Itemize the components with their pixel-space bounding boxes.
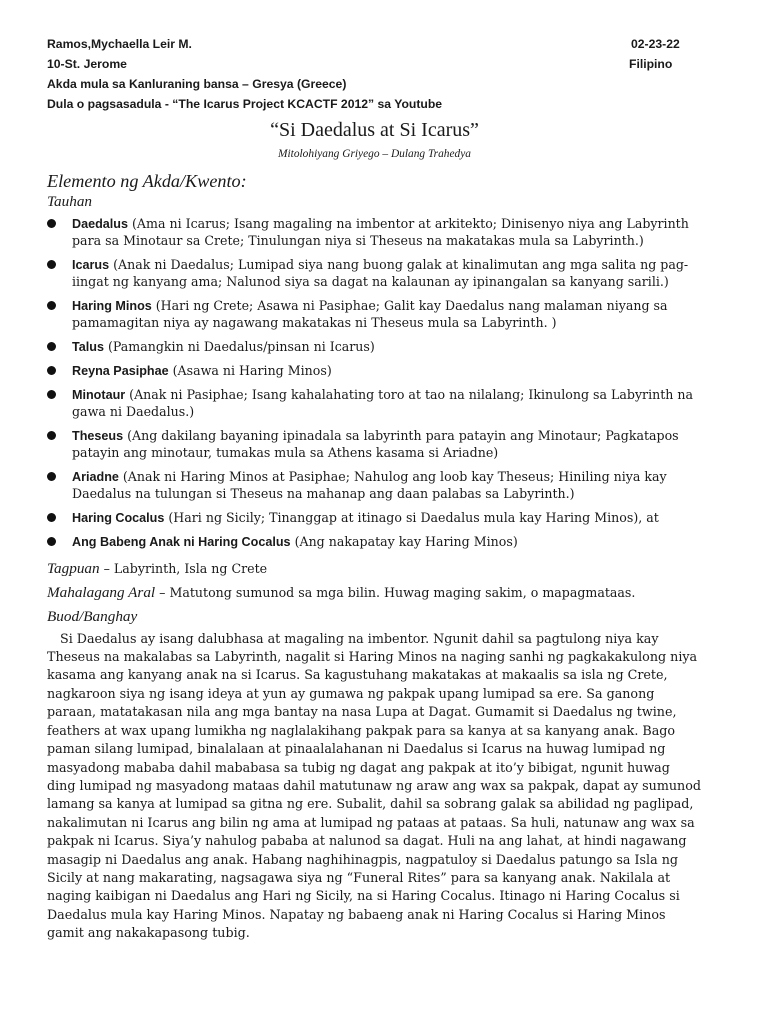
- list-item: [47, 298, 702, 332]
- bullet-icon: [47, 366, 56, 375]
- character-description: (Ang nakapatay kay Haring Minos): [290, 534, 518, 550]
- bullet-icon: [47, 472, 56, 481]
- document-subtitle: Mitolohiyang Griyego – Dulang Trahedya: [278, 148, 471, 160]
- student-section: 10-St. Jerome: [47, 57, 127, 71]
- tagpuan-value: – Labyrinth, Isla ng Crete: [99, 560, 268, 576]
- character-description: (Hari ng Crete; Asawa ni Pasiphae; Galit kay Daedalus nang malaman niyang sa pamamagitan niya ay nagawang makatakas ni Theseus mula sa Labyrinth. ): [72, 297, 668, 330]
- bullet-icon: [47, 260, 56, 269]
- list-item: [47, 534, 702, 551]
- character-description: (Anak ni Haring Minos at Pasiphae; Nahulog ang loob kay Theseus; Hiniling niya kay Daedalus na tulungan si Theseus na mahanap ang daan palabas sa Labyrinth.): [72, 469, 667, 502]
- tagpuan-label: Tagpuan: [47, 559, 100, 577]
- character-name: Daedalus: [72, 217, 128, 231]
- bullet-icon: [47, 219, 56, 228]
- character-name: Haring Cocalus: [72, 511, 165, 526]
- bullet-icon: [47, 431, 56, 440]
- list-item: [47, 339, 702, 356]
- list-item: [47, 428, 702, 462]
- bullet-icon: [47, 301, 56, 310]
- character-name: Reyna Pasiphae: [72, 364, 169, 379]
- list-item: [47, 469, 702, 503]
- header-row-2: [47, 54, 702, 74]
- character-name: Icarus: [72, 257, 110, 272]
- origin-line: Akda mula sa Kanluraning bansa – Gresya (Greece): [47, 77, 347, 91]
- tagpuan-line: [47, 559, 702, 579]
- character-description: (Asawa ni Haring Minos): [168, 363, 332, 379]
- header-row-3: [47, 74, 702, 94]
- buod-paragraph: Si Daedalus ay isang dalubhasa at magaling na imbentor. Ngunit dahil sa pagtulong niya kay Theseus na makalabas sa Labyrinth, nagalit si Haring Minos na naging sanhi ng pagkakakulong niya kasama ang kanyang anak na si Icarus. Sa kagustuhang makatakas at makaalis sa isla ng Crete, nagkaroon siya ng isang ideya at yun ay gumawa ng pakpak upang lumipad sa ere. Sa ganong paraan, matatakasan nila ang mga bantay na nasa Lupa at Dagat. Gumamit si Daedalus ng twine, feathers at wax upang lumikha ng naglalakihang pakpak para sa kanya at sa kanyang anak. Bago paman silang lumipad, binalalaan at pinaalalahanan ni Daedalus si Icarus na huwag lumipad ng masyadong mababa dahil mababasa sa tubig ng dagat ang pakpak at ito’y bibigat, ngunit huwag ding lumipad ng masyadong mataas dahil matutunaw ng araw ang wax sa pakpak, dapat ay sumunod lamang sa kanya at lumipad sa gitna ng ere. Subalit, dahil sa sobrang galak sa abilidad ng paglipad, nakalimutan ni Icarus ang bilin ng ama at lumipad ng pataas at pataas. Sa huli, natunaw ang wax sa pakpak ni Icarus. Siya’y nahulog pababa at nalunod sa dagat. Huli na ang lahat, at hindi nagawang masagip ni Daedalus ang anak. Habang naghihinagpis, nagpatuloy si Daedalus patungo sa Isla ng Sicily at nang makarating, nagsagawa siya ng “Funeral Rites” para sa kanyang anak. Nakilala at naging kaibigan ni Daedalus ang Hari ng Sicily, na si Haring Cocalus. Itinago ni Haring Cocalus si Daedalus mula kay Haring Minos. Napatay ng babaeng anak ni Haring Cocalus si Haring Minos gamit ang nakakapasong tubig.: [47, 630, 701, 941]
- character-name: Ang Babeng Anak ni Haring Cocalus: [72, 535, 291, 550]
- source-line: Dula o pagsasadula - “The Icarus Project KCACTF 2012” sa Youtube: [47, 97, 443, 111]
- character-name: Minotaur: [72, 388, 126, 403]
- elements-heading: Elemento ng Akda/Kwento:: [47, 171, 247, 191]
- document-title: “Si Daedalus at Si Icarus”: [270, 119, 479, 141]
- bullet-icon: [47, 537, 56, 546]
- character-description: (Ang dakilang bayaning ipinadala sa labyrinth para patayin ang Minotaur; Pagkatapos patayin ang minotaur, tumakas mula sa Athens kasama si Ariadne): [72, 428, 679, 461]
- header-row-4: [47, 94, 702, 114]
- list-item: [47, 363, 702, 380]
- character-name: Haring Minos: [72, 298, 152, 313]
- character-name: Talus: [72, 339, 104, 354]
- bullet-icon: [47, 390, 56, 399]
- header-row-1: [47, 34, 702, 54]
- character-description: (Pamangkin ni Daedalus/pinsan ni Icarus): [103, 338, 375, 354]
- list-item: [47, 216, 702, 250]
- character-description: (Anak ni Pasiphae; Isang kahalahating toro at tao na nilalang; Ikinulong sa Labyrinth na gawa ni Daedalus.): [72, 387, 694, 420]
- aral-label: Mahalagang Aral: [47, 583, 156, 601]
- aral-value: – Matutong sumunod sa mga bilin. Huwag maging sakim, o mapagmataas.: [155, 584, 636, 600]
- tauhan-heading: Tauhan: [47, 193, 93, 210]
- character-description: (Anak ni Daedalus; Lumipad siya nang buong galak at kinalimutan ang mga salita ng pag-iingat ng kanyang ama; Nalunod siya sa dagat na kalaunan ay ipinangalan sa kanyang sarili.): [72, 256, 689, 289]
- list-item: [47, 510, 702, 527]
- student-name: Ramos,Mychaella Leir M.: [47, 37, 192, 51]
- bullet-icon: [47, 342, 56, 351]
- buod-heading: Buod/Banghay: [47, 607, 138, 625]
- character-name: Ariadne: [72, 470, 119, 485]
- document-date: 02-23-22: [631, 37, 680, 51]
- subject-label: Filipino: [629, 57, 673, 71]
- character-name: Theseus: [72, 429, 124, 444]
- character-list: [47, 216, 702, 551]
- list-item: [47, 387, 702, 421]
- character-description: (Ama ni Icarus; Isang magaling na imbentor at arkitekto; Dinisenyo niya ang Labyrinth para sa Minotaur sa Crete; Tinulungan niya si Theseus na makatakas mula sa Labyrinth.): [72, 216, 689, 248]
- bullet-icon: [47, 513, 56, 522]
- aral-line: [47, 583, 702, 603]
- list-item: [47, 257, 702, 291]
- character-description: (Hari ng Sicily; Tinanggap at itinago si Daedalus mula kay Haring Minos), at: [164, 510, 659, 526]
